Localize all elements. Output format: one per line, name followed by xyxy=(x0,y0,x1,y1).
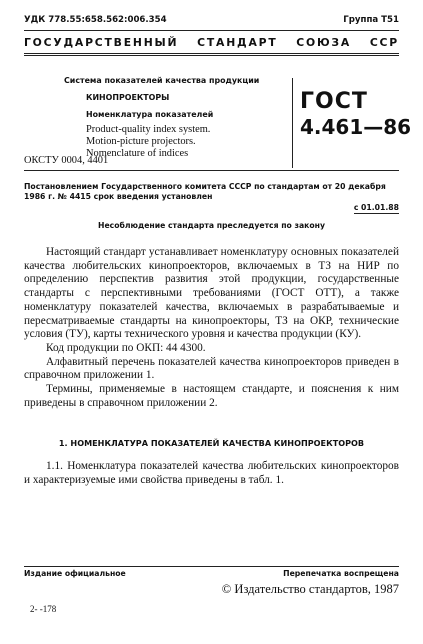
okstu-code: ОКСТУ 0004, 4401 xyxy=(24,155,109,166)
quality-system-title: Система показателей качества продукции xyxy=(64,76,260,85)
section-title: 1. НОМЕНКЛАТУРА ПОКАЗАТЕЛЕЙ КАЧЕСТВА КИНОПРОЕКТОРОВ xyxy=(58,438,365,448)
group-code: Группа Т51 xyxy=(343,15,399,25)
decree-line: Постановлением Государственного комитета СССР по стандартам от 20 декабря xyxy=(24,182,386,191)
english-title-line: Nomenclature of indices xyxy=(86,147,189,159)
intro-paragraph: Настоящий стандарт устанавливает номенклатуру основных показателей качества любительских кинопроекторов, включаемых в ТЗ на НИР по определению перспектив развития этой продукции, государственные стандарты с перспективными требованиями (ГОСТ ОТТ), а также номенклатуру показателей качества, включаемых в разрабатываемые и пересматриваемые стандарты на кинопроекторы, ТЗ на ОКР, технические условия (ТУ), карты технического уровня и качества продукции (КУ). xyxy=(24,246,399,341)
print-code: 2- -178 xyxy=(30,604,57,614)
official-edition: Издание официальное xyxy=(24,569,126,578)
gost-number: 4.461—86 xyxy=(300,115,412,139)
intro-text xyxy=(24,246,399,410)
header-rule xyxy=(24,30,399,31)
decree-text xyxy=(24,182,386,202)
english-title-line: Product-quality index system. xyxy=(86,124,211,135)
reprint-prohibited: Перепечатка воспрещена xyxy=(283,569,399,578)
subject-title: КИНОПРОЕКТОРЫ xyxy=(86,93,170,102)
standard-title: ГОСУДАРСТВЕННЫЙ СТАНДАРТ СОЮЗА ССР xyxy=(24,36,399,49)
gost-divider xyxy=(292,78,293,168)
alphabetical-index-paragraph: Алфавитный перечень показателей качества кинопроекторов приведен в справочном приложении 1. xyxy=(24,355,399,382)
clause-1-1: 1.1. Номенклатура показателей качества любительских кинопроекторов и характеризуемые ими свойства приведены в табл. 1. xyxy=(24,460,399,486)
title-block-rule xyxy=(24,170,399,171)
nomenclature-title: Номенклатура показателей xyxy=(86,110,214,119)
title-rule xyxy=(24,53,399,56)
terms-paragraph: Термины, применяемые в настоящем стандарте, и пояснения к ним приведены в справочном приложении 2. xyxy=(24,383,399,409)
law-warning: Несоблюдение стандарта преследуется по закону xyxy=(98,221,325,230)
copyright: © Издательство стандартов, 1987 xyxy=(221,582,399,596)
clause-text xyxy=(24,460,399,487)
udk-code: УДК 778.55:658.562:006.354 xyxy=(24,15,167,25)
okp-code: Код продукции по ОКП: 44 4300. xyxy=(46,341,206,354)
effective-date: с 01.01.88 xyxy=(353,203,399,212)
decree-line: 1986 г. № 4415 срок введения установлен xyxy=(24,192,213,201)
footer-rule xyxy=(24,566,399,567)
gost-label: ГОСТ xyxy=(300,89,368,114)
english-title-line: Motion-picture projectors. xyxy=(86,135,196,147)
